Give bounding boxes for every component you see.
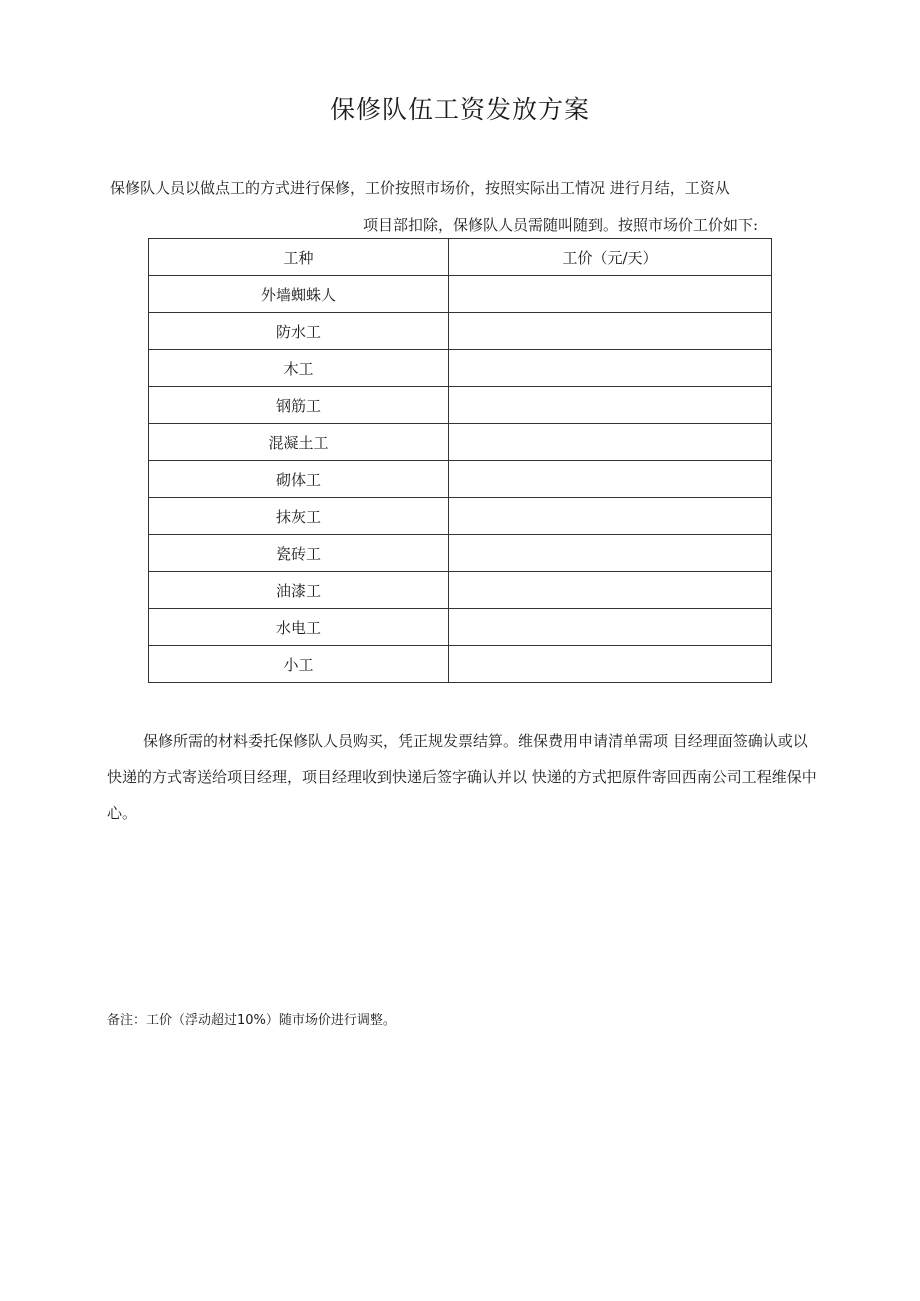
- price-cell: [449, 609, 772, 646]
- trade-cell: 木工: [149, 350, 449, 387]
- table-header-row: [149, 239, 772, 276]
- table-row: [149, 424, 772, 461]
- price-cell: [449, 387, 772, 424]
- price-cell: [449, 572, 772, 609]
- trade-cell: 钢筋工: [149, 387, 449, 424]
- remark-note: 备注：工价（浮动超过10%）随市场价进行调整。: [107, 1013, 396, 1028]
- intro-text-line-1: 保修队人员以做点工的方式进行保修，工价按照市场价，按照实际出工情况 进行月结，工资从: [110, 179, 730, 197]
- table-row: [149, 313, 772, 350]
- trade-cell: 小工: [149, 646, 449, 683]
- trade-cell: 砌体工: [149, 461, 449, 498]
- price-cell: [449, 498, 772, 535]
- trade-cell: 外墙蜘蛛人: [149, 276, 449, 313]
- table-row: [149, 498, 772, 535]
- document-title: 保修队伍工资发放方案: [329, 95, 590, 124]
- price-cell: [449, 424, 772, 461]
- intro-text-line-2: 项目部扣除，保修队人员需随叫随到。按照市场价工价如下:: [363, 216, 759, 234]
- table-row: [149, 535, 772, 572]
- table-row: [149, 609, 772, 646]
- price-cell: [449, 276, 772, 313]
- trade-cell: 混凝土工: [149, 424, 449, 461]
- price-cell: [449, 313, 772, 350]
- price-cell: [449, 535, 772, 572]
- table-row: [149, 387, 772, 424]
- table-row: [149, 461, 772, 498]
- trade-cell: 水电工: [149, 609, 449, 646]
- price-cell: [449, 461, 772, 498]
- table-row: [149, 276, 772, 313]
- table-row: [149, 572, 772, 609]
- header-trade: 工种: [149, 239, 449, 276]
- price-cell: [449, 350, 772, 387]
- price-cell: [449, 646, 772, 683]
- materials-paragraph: 保修所需的材料委托保修队人员购买，凭正规发票结算。维保费用申请清单需项 目经理面签确认或以快递的方式寄送给项目经理，项目经理收到快递后签字确认并以 快递的方式把原件寄回西南公司工程维保中心。: [107, 732, 817, 822]
- trade-cell: 抹灰工: [149, 498, 449, 535]
- wage-table: [148, 238, 772, 683]
- table-row: [149, 350, 772, 387]
- trade-cell: 防水工: [149, 313, 449, 350]
- trade-cell: 瓷砖工: [149, 535, 449, 572]
- header-price: 工价（元/天）: [449, 239, 772, 276]
- trade-cell: 油漆工: [149, 572, 449, 609]
- table-row: [149, 646, 772, 683]
